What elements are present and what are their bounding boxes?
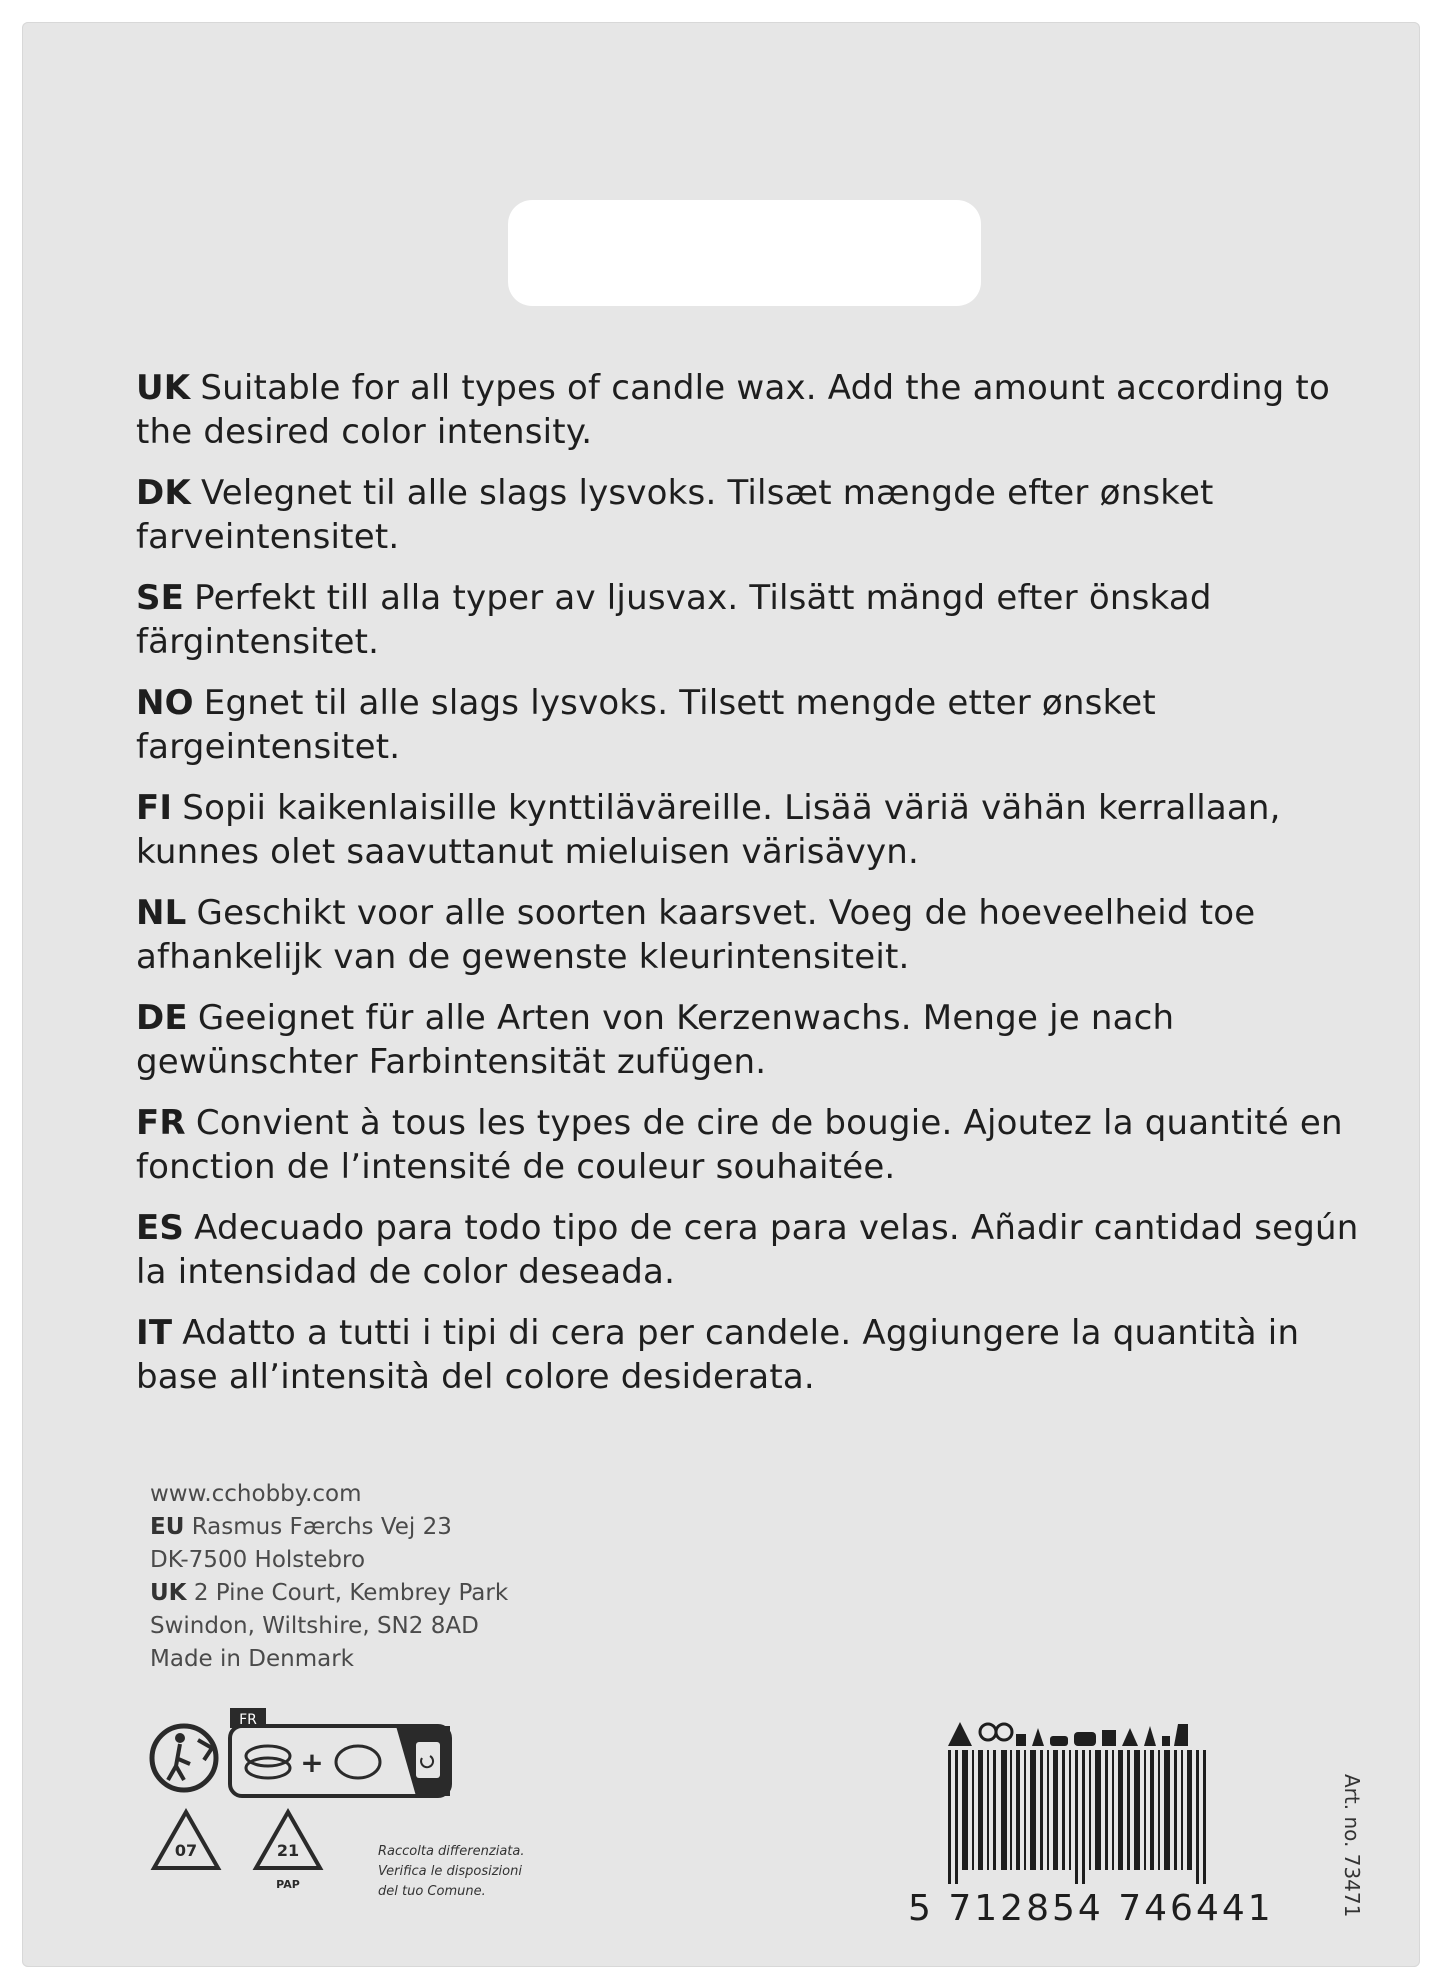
lang-text: Suitable for all types of candle wax. Add the amount according to the desired color intensity. [136,368,1330,452]
fr-label: FR [239,1712,257,1728]
barcode-graphic [908,1722,1328,1892]
barcode-group2: 746441 [1118,1888,1274,1929]
lang-text: Velegnet til alle slags lysvoks. Tilsæt mængde efter ønsket farveintensitet. [136,473,1214,557]
lang-text: Sopii kaikenlaisille kynttiläväreille. Lisää väriä vähän kerrallaan, kunnes olet saavuttanut mieluisen värisävyn. [136,788,1281,872]
made-in-text: Made in Denmark [150,1646,354,1672]
eu-address-line2: DK-7500 Holstebro [150,1547,366,1573]
lang-code: SE [136,578,185,618]
barcode-bars [948,1750,1206,1884]
barcode-area [908,1722,1328,1929]
note-line1: Raccolta differenziata. [378,1844,525,1859]
eu-street: Rasmus Færchs Vej 23 [191,1514,452,1540]
lang-code: FR [136,1103,186,1143]
lang-entry-es [136,1206,1366,1294]
website-text: www.cchobby.com [150,1481,362,1507]
lang-text: Adecuado para todo tipo de cera para velas. Añadir cantidad según la intensidad de color deseada. [136,1208,1359,1292]
recycle-07-icon [154,1812,218,1868]
lang-text: Convient à tous les types de cire de bougie. Ajoutez la quantité en fonction de l’intensité de couleur souhaitée. [136,1103,1343,1187]
triman-icon [152,1726,216,1790]
lang-text: Geschikt voor alle soorten kaarsvet. Voeg de hoeveelheid toe afhankelijk van de gewenste kleurintensiteit. [136,893,1256,977]
barcode-number [908,1888,1274,1929]
recycling-symbols [146,1708,566,1918]
lang-entry-no [136,681,1366,769]
hang-hole [508,200,981,306]
product-card-back [22,22,1420,1967]
lang-code: IT [136,1313,173,1353]
lang-text: Perfekt till alla typer av ljusvax. Tilsätt mängd efter önskad färgintensitet. [136,578,1212,662]
barcode-first-digit: 5 [908,1888,934,1929]
recycle-21-icon [256,1812,320,1891]
lang-entry-nl [136,891,1366,979]
lang-entry-dk [136,471,1366,559]
lang-entry-uk [136,366,1366,454]
lang-text: Adatto a tutti i tipi di cera per candele. Aggiungere la quantità in base all’intensità del colore desiderata. [136,1313,1300,1397]
pap-label: PAP [276,1878,300,1891]
uk-street: 2 Pine Court, Kembrey Park [193,1580,509,1606]
lang-code: NO [136,683,194,723]
lang-code: ES [136,1208,185,1248]
lang-code: DE [136,998,188,1038]
instructions-block [136,366,1366,1416]
uk-address-line1 [150,1577,508,1610]
barcode-group1: 712854 [948,1888,1104,1929]
lang-code: UK [136,368,191,408]
recycle-code-07: 07 [174,1841,198,1860]
article-number: Art. no. 73471 [1340,1774,1364,1918]
note-line2: Verifica le disposizioni [378,1864,522,1879]
lang-code: FI [136,788,173,828]
note-line3: del tuo Comune. [378,1884,486,1899]
lang-code: DK [136,473,191,513]
uk-address-line2: Swindon, Wiltshire, SN2 8AD [150,1613,479,1639]
lang-entry-it [136,1311,1366,1399]
eu-address-line1 [150,1511,508,1544]
lang-entry-de [136,996,1366,1084]
lang-entry-se [136,576,1366,664]
lang-code: NL [136,893,187,933]
recycle-code-21: 21 [276,1841,300,1860]
lang-entry-fi [136,786,1366,874]
recycling-note [378,1842,524,1902]
plus-sign: + [300,1746,324,1779]
lang-entry-fr [136,1101,1366,1189]
eu-tag: EU [150,1514,185,1540]
lang-text: Geeignet für alle Arten von Kerzenwachs. Menge je nach gewünschter Farbintensität zufügen. [136,998,1175,1082]
uk-tag: UK [150,1580,187,1606]
contact-block [150,1478,508,1676]
info-tri-box [230,1708,450,1796]
craft-tools-icon [948,1722,1188,1746]
lang-text: Egnet til alle slags lysvoks. Tilsett mengde etter ønsket fargeintensitet. [136,683,1156,767]
